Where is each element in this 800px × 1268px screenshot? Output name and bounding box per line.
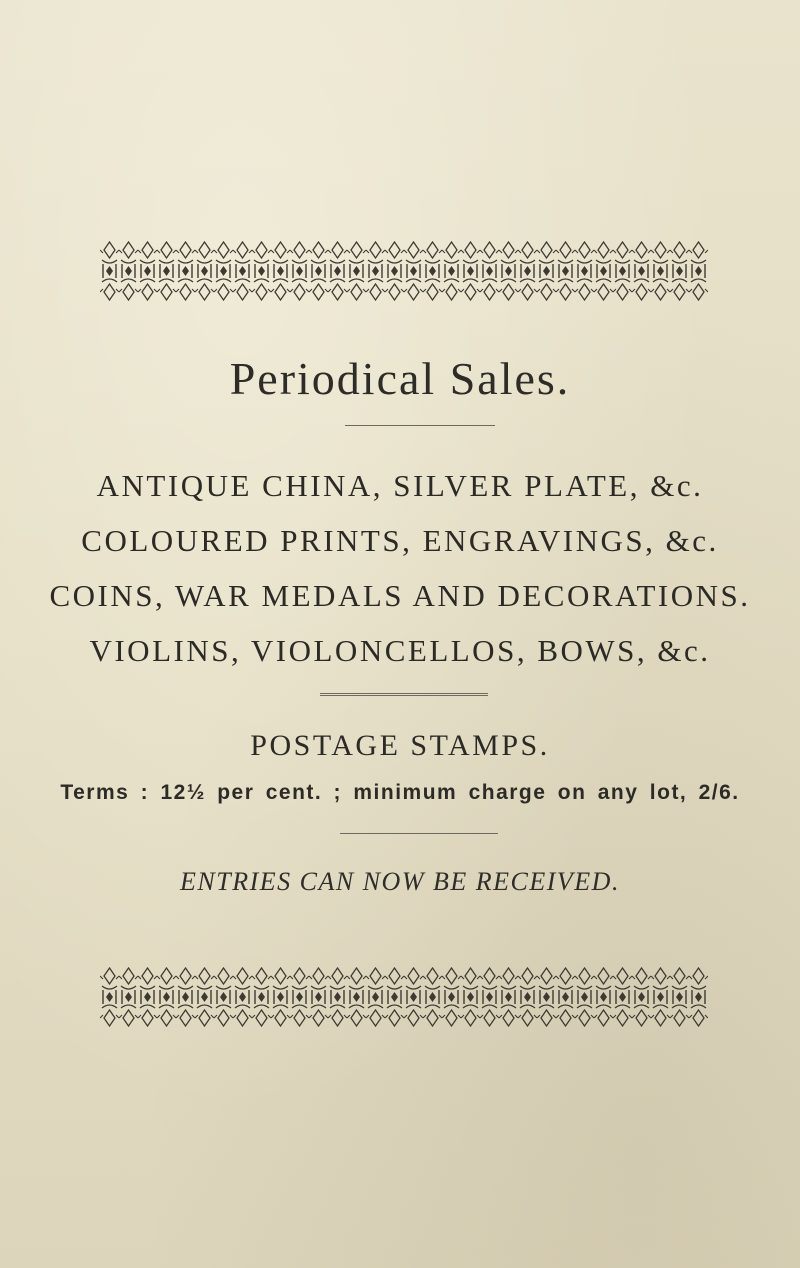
entries-notice: ENTRIES CAN NOW BE RECEIVED. xyxy=(180,867,620,896)
postage-stamps-heading: POSTAGE STAMPS. xyxy=(250,729,550,762)
category-antique-china: ANTIQUE CHINA, SILVER PLATE, &c. xyxy=(96,468,704,503)
page-title: Periodical Sales. xyxy=(229,353,571,404)
category-coloured-prints: COLOURED PRINTS, ENGRAVINGS, &c. xyxy=(81,523,719,558)
top-ornamental-border-icon xyxy=(100,240,708,302)
bottom-ornamental-border-icon xyxy=(100,966,708,1028)
divider-rule xyxy=(340,833,498,834)
double-divider-rule xyxy=(320,693,488,696)
divider-rule xyxy=(345,425,495,426)
terms-text: Terms : 12½ per cent. ; minimum charge on any lot, 2/6. xyxy=(60,781,740,804)
category-violins: VIOLINS, VIOLONCELLOS, BOWS, &c. xyxy=(89,633,711,668)
category-coins-medals: COINS, WAR MEDALS AND DECORATIONS. xyxy=(49,578,751,613)
